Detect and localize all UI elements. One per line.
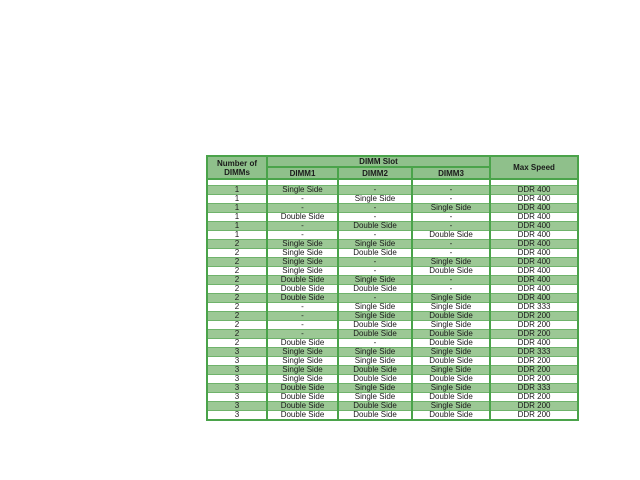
cell-dimm1: Double Side	[267, 339, 338, 348]
cell-dimm1: Double Side	[267, 411, 338, 421]
cell-dimm3: Double Side	[412, 330, 490, 339]
cell-dimm1: Single Side	[267, 186, 338, 195]
cell-dimm2: Double Side	[338, 411, 412, 421]
cell-number-of-dimms: 3	[207, 357, 267, 366]
cell-dimm2: Single Side	[338, 384, 412, 393]
cell-dimm2: Single Side	[338, 195, 412, 204]
cell-dimm3: -	[412, 186, 490, 195]
cell-number-of-dimms: 2	[207, 267, 267, 276]
cell-dimm2: -	[338, 267, 412, 276]
table-row	[207, 222, 578, 231]
cell-dimm1: Double Side	[267, 285, 338, 294]
cell-dimm2: Single Side	[338, 393, 412, 402]
cell-max-speed: DDR 400	[490, 195, 578, 204]
table-header	[207, 156, 578, 179]
cell-dimm2: -	[338, 339, 412, 348]
cell-dimm3: Single Side	[412, 384, 490, 393]
cell-dimm2: Single Side	[338, 357, 412, 366]
header-number-of-dimms: Number of DIMMs	[207, 156, 267, 179]
cell-dimm3: Double Side	[412, 375, 490, 384]
cell-dimm1: Single Side	[267, 258, 338, 267]
cell-number-of-dimms: 3	[207, 366, 267, 375]
cell-max-speed: DDR 400	[490, 213, 578, 222]
cell-dimm3: Single Side	[412, 204, 490, 213]
cell-max-speed: DDR 400	[490, 276, 578, 285]
cell-max-speed: DDR 333	[490, 303, 578, 312]
cell-dimm1: -	[267, 195, 338, 204]
cell-dimm1: Single Side	[267, 357, 338, 366]
cell-max-speed: DDR 200	[490, 375, 578, 384]
cell-dimm3: -	[412, 195, 490, 204]
cell-max-speed: DDR 200	[490, 402, 578, 411]
cell-dimm1: Single Side	[267, 348, 338, 357]
header-dimm-slot: DIMM Slot	[267, 156, 490, 167]
header-dimm1: DIMM1	[267, 167, 338, 179]
cell-max-speed: DDR 400	[490, 240, 578, 249]
cell-number-of-dimms: 3	[207, 402, 267, 411]
table-row	[207, 375, 578, 384]
cell-dimm3: Double Side	[412, 339, 490, 348]
cell-dimm3: Single Side	[412, 366, 490, 375]
cell-max-speed: DDR 400	[490, 285, 578, 294]
cell-dimm2: Double Side	[338, 366, 412, 375]
table-row	[207, 249, 578, 258]
cell-dimm1: Single Side	[267, 249, 338, 258]
table-row	[207, 267, 578, 276]
cell-dimm1: Double Side	[267, 384, 338, 393]
cell-dimm2: Single Side	[338, 348, 412, 357]
cell-max-speed: DDR 333	[490, 348, 578, 357]
table-row	[207, 294, 578, 303]
cell-dimm2: -	[338, 204, 412, 213]
table-row	[207, 303, 578, 312]
cell-dimm1: Double Side	[267, 294, 338, 303]
cell-dimm1: -	[267, 204, 338, 213]
cell-max-speed: DDR 200	[490, 357, 578, 366]
cell-dimm3: Double Side	[412, 312, 490, 321]
cell-max-speed: DDR 200	[490, 411, 578, 421]
cell-dimm2: Single Side	[338, 240, 412, 249]
cell-number-of-dimms: 3	[207, 384, 267, 393]
cell-dimm1: Double Side	[267, 213, 338, 222]
dimm-config-table-container	[206, 155, 579, 421]
cell-dimm2: Double Side	[338, 249, 412, 258]
cell-dimm3: -	[412, 249, 490, 258]
table-row	[207, 195, 578, 204]
cell-dimm2: Double Side	[338, 285, 412, 294]
cell-number-of-dimms: 2	[207, 339, 267, 348]
cell-dimm1: Single Side	[267, 267, 338, 276]
table-row	[207, 384, 578, 393]
cell-max-speed: DDR 200	[490, 321, 578, 330]
cell-dimm3: -	[412, 222, 490, 231]
cell-dimm1: Single Side	[267, 375, 338, 384]
cell-dimm3: Double Side	[412, 411, 490, 421]
cell-number-of-dimms: 3	[207, 411, 267, 421]
cell-number-of-dimms: 1	[207, 204, 267, 213]
cell-max-speed: DDR 200	[490, 312, 578, 321]
cell-dimm3: Single Side	[412, 348, 490, 357]
cell-dimm2: Single Side	[338, 303, 412, 312]
table-row	[207, 240, 578, 249]
cell-dimm1: Double Side	[267, 402, 338, 411]
cell-dimm2: Double Side	[338, 321, 412, 330]
header-dimm3: DIMM3	[412, 167, 490, 179]
cell-number-of-dimms: 2	[207, 330, 267, 339]
table-row	[207, 186, 578, 195]
cell-max-speed: DDR 333	[490, 384, 578, 393]
cell-dimm1: Single Side	[267, 240, 338, 249]
table-row	[207, 402, 578, 411]
cell-dimm2: -	[338, 258, 412, 267]
cell-max-speed: DDR 200	[490, 366, 578, 375]
cell-number-of-dimms: 2	[207, 240, 267, 249]
cell-dimm2: -	[338, 231, 412, 240]
cell-dimm1: Double Side	[267, 393, 338, 402]
table-row	[207, 276, 578, 285]
cell-dimm3: Single Side	[412, 303, 490, 312]
cell-max-speed: DDR 400	[490, 186, 578, 195]
cell-number-of-dimms: 3	[207, 393, 267, 402]
table-row	[207, 213, 578, 222]
cell-number-of-dimms: 1	[207, 186, 267, 195]
cell-max-speed: DDR 200	[490, 330, 578, 339]
table-row	[207, 321, 578, 330]
cell-number-of-dimms: 2	[207, 285, 267, 294]
table-row	[207, 285, 578, 294]
cell-number-of-dimms: 1	[207, 231, 267, 240]
table-row	[207, 339, 578, 348]
cell-dimm3: -	[412, 276, 490, 285]
cell-number-of-dimms: 2	[207, 312, 267, 321]
table-row	[207, 411, 578, 421]
table-row	[207, 231, 578, 240]
cell-number-of-dimms: 2	[207, 294, 267, 303]
cell-dimm3: Single Side	[412, 258, 490, 267]
cell-dimm3: Double Side	[412, 357, 490, 366]
cell-dimm2: -	[338, 294, 412, 303]
cell-dimm3: Double Side	[412, 393, 490, 402]
cell-dimm2: -	[338, 213, 412, 222]
table-row	[207, 348, 578, 357]
cell-number-of-dimms: 2	[207, 249, 267, 258]
cell-dimm3: Single Side	[412, 294, 490, 303]
table-row	[207, 204, 578, 213]
cell-dimm1: Double Side	[267, 276, 338, 285]
table-body	[207, 179, 578, 420]
header-dimm2: DIMM2	[338, 167, 412, 179]
cell-dimm2: -	[338, 186, 412, 195]
cell-dimm2: Single Side	[338, 276, 412, 285]
cell-number-of-dimms: 2	[207, 276, 267, 285]
table-row	[207, 258, 578, 267]
cell-dimm3: Single Side	[412, 402, 490, 411]
cell-dimm1: -	[267, 231, 338, 240]
dimm-config-table	[206, 155, 579, 421]
cell-number-of-dimms: 3	[207, 375, 267, 384]
cell-dimm1: -	[267, 321, 338, 330]
cell-dimm3: Double Side	[412, 231, 490, 240]
cell-dimm3: -	[412, 213, 490, 222]
cell-max-speed: DDR 200	[490, 393, 578, 402]
header-max-speed: Max Speed	[490, 156, 578, 179]
cell-number-of-dimms: 1	[207, 222, 267, 231]
cell-dimm2: Double Side	[338, 222, 412, 231]
table-row	[207, 393, 578, 402]
cell-max-speed: DDR 400	[490, 222, 578, 231]
cell-max-speed: DDR 400	[490, 339, 578, 348]
cell-number-of-dimms: 2	[207, 321, 267, 330]
cell-dimm2: Double Side	[338, 402, 412, 411]
cell-dimm3: Double Side	[412, 267, 490, 276]
cell-dimm3: -	[412, 240, 490, 249]
cell-max-speed: DDR 400	[490, 294, 578, 303]
cell-max-speed: DDR 400	[490, 258, 578, 267]
table-row	[207, 357, 578, 366]
table-row	[207, 330, 578, 339]
table-row	[207, 366, 578, 375]
cell-dimm1: Single Side	[267, 366, 338, 375]
cell-number-of-dimms: 3	[207, 348, 267, 357]
cell-dimm3: Single Side	[412, 321, 490, 330]
table-row	[207, 312, 578, 321]
cell-number-of-dimms: 1	[207, 195, 267, 204]
header-row-top	[207, 156, 578, 167]
cell-number-of-dimms: 2	[207, 258, 267, 267]
cell-max-speed: DDR 400	[490, 249, 578, 258]
cell-dimm2: Double Side	[338, 375, 412, 384]
cell-max-speed: DDR 400	[490, 267, 578, 276]
cell-dimm1: -	[267, 303, 338, 312]
cell-dimm1: -	[267, 312, 338, 321]
cell-max-speed: DDR 400	[490, 204, 578, 213]
cell-number-of-dimms: 2	[207, 303, 267, 312]
cell-dimm3: -	[412, 285, 490, 294]
cell-dimm1: -	[267, 330, 338, 339]
cell-dimm2: Double Side	[338, 330, 412, 339]
cell-number-of-dimms: 1	[207, 213, 267, 222]
cell-dimm1: -	[267, 222, 338, 231]
cell-dimm2: Single Side	[338, 312, 412, 321]
cell-max-speed: DDR 400	[490, 231, 578, 240]
